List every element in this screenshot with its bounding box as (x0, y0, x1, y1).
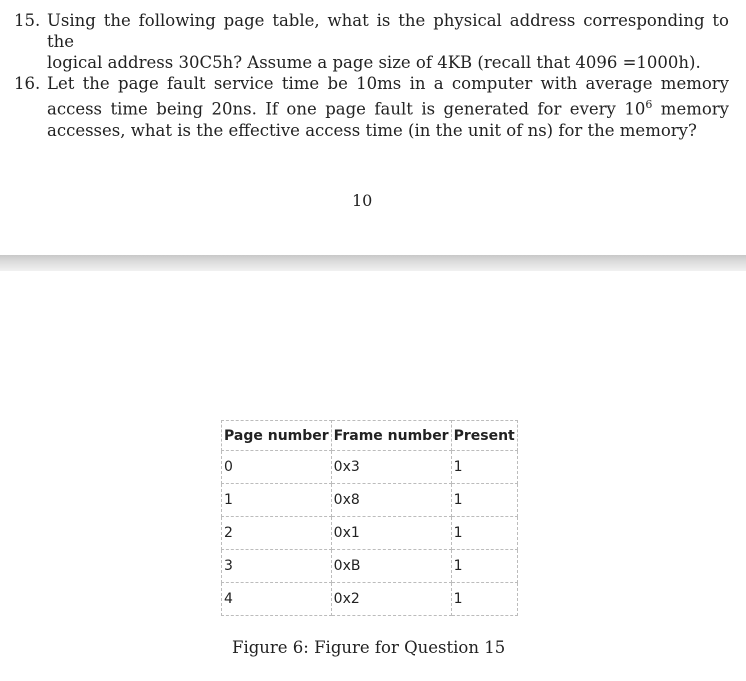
table-cell: 0x2 (331, 583, 451, 616)
table-row (222, 484, 518, 517)
question-text (47, 73, 729, 141)
page-number: 10 (352, 191, 373, 210)
page-table (221, 420, 518, 616)
column-header: Page number (222, 421, 332, 451)
table-header-row (222, 421, 518, 451)
table-cell: 1 (222, 484, 332, 517)
table-cell: 0 (222, 451, 332, 484)
figure-caption: Figure 6: Figure for Question 15 (232, 638, 506, 657)
exponent: 6 (645, 98, 653, 111)
table-row (222, 583, 518, 616)
table-cell: 0x1 (331, 517, 451, 550)
table-cell: 4 (222, 583, 332, 616)
table-row (222, 451, 518, 484)
question-16 (14, 73, 729, 141)
page-divider (0, 255, 746, 271)
question-text-part: Let the page fault service time be 10ms in a computer with average memory access time being 20ns. If one page fault is generated for every 10 (47, 74, 729, 119)
table-cell: 0xB (331, 550, 451, 583)
table-cell: 1 (451, 550, 517, 583)
question-number: 15. (14, 11, 41, 30)
table-cell: 1 (451, 484, 517, 517)
question-text-line-2: logical address 30C5h? Assume a page size of 4KB (recall that 4096 =1000h). (47, 53, 701, 72)
question-number: 16. (14, 74, 41, 93)
table-cell: 2 (222, 517, 332, 550)
column-header: Present (451, 421, 517, 451)
table-cell: 3 (222, 550, 332, 583)
table-cell: 1 (451, 451, 517, 484)
table-cell: 0x3 (331, 451, 451, 484)
table-cell: 1 (451, 517, 517, 550)
table-cell: 1 (451, 583, 517, 616)
table-cell: 0x8 (331, 484, 451, 517)
question-15 (14, 10, 729, 73)
column-header: Frame number (331, 421, 451, 451)
table-row (222, 550, 518, 583)
table-row (222, 517, 518, 550)
question-text-line-1: Using the following page table, what is the physical address corresponding to the (47, 11, 729, 51)
question-text-part: memory accesses, what is the effective access time (in the unit of ns) for the memory? (47, 99, 729, 140)
